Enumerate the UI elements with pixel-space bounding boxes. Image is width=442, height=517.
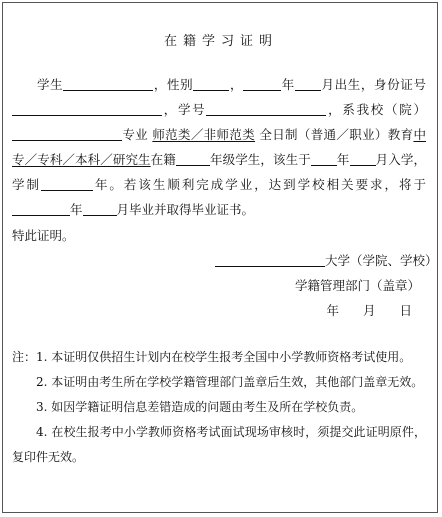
option-edu-levels: 中专／专科／本科／研究生 (12, 127, 426, 167)
label-university: 大学（学院、学校） (325, 253, 438, 268)
label-grade: 年级学生，该生于 (209, 152, 311, 167)
label-comma: ， (229, 77, 244, 92)
blank-enter-year[interactable] (311, 151, 337, 166)
label-gender: ，性别 (153, 77, 194, 92)
label-year: 年 (281, 77, 295, 92)
label-college: ，系我校 (326, 102, 386, 117)
blank-id-number[interactable] (12, 101, 162, 116)
label-graduate: 月毕业并取得毕业证书。 (116, 202, 255, 217)
label-id: 号 (413, 77, 426, 92)
note-4: 4. 在校生报考中小学教师资格考试面试现场审核时，须提交此证明原件，复印件无效。 (12, 425, 426, 464)
label-date-day: 日 (399, 303, 412, 318)
certificate-body (12, 72, 426, 222)
label-vocational: 职业）教育 (349, 127, 414, 142)
label-date-month: 月 (362, 303, 376, 318)
blank-birth-year[interactable] (243, 76, 281, 91)
label-year3: 年 (70, 202, 83, 217)
label-college2: （院） (385, 102, 426, 117)
label-year2: 年 (336, 152, 350, 167)
note-3: 3. 如因学籍证明信息差错造成的问题由考生及所在学校负责。 (36, 400, 364, 414)
label-years-length: 年。若该生顺利完成学业，达到学校 (92, 177, 327, 192)
label-req: 相关要求，将于 (326, 177, 426, 192)
notes-section (12, 345, 426, 470)
label-major: 专业 (122, 127, 149, 142)
blank-student-name[interactable] (63, 76, 153, 91)
blank-grad-year[interactable] (12, 201, 70, 216)
label-student-no: ，学号 (162, 102, 207, 117)
blank-university[interactable] (215, 252, 325, 267)
blank-birth-month[interactable] (295, 76, 321, 91)
blank-study-length[interactable] (41, 176, 93, 191)
label-enrolled: 在籍 (150, 152, 176, 167)
label-date-year: 年 (326, 303, 339, 318)
document-title: 在籍学习证明 (163, 34, 278, 49)
label-fulltime: 全日制（普通／ (259, 127, 350, 142)
blank-grade[interactable] (176, 151, 210, 166)
blank-gender[interactable] (193, 76, 229, 91)
closing-statement: 特此证明。 (12, 228, 75, 243)
note-1: 注：1. 本证明仅供招生计划内在校学生报考全国中小学教师资格考试使用。 (12, 350, 412, 364)
signature-dept: 学籍管理部门（盖章） (294, 278, 420, 293)
blank-college[interactable] (12, 126, 122, 141)
blank-student-no[interactable] (206, 101, 326, 116)
label-student: 学生 (37, 77, 64, 92)
option-normal-type: 师范类／非师范类 (152, 127, 256, 142)
note-2: 2. 本证明由考生所在学校学籍管理部门盖章后生效，其他部门盖章无效。 (36, 375, 424, 389)
signature-date (326, 298, 412, 323)
blank-enter-month[interactable] (350, 151, 376, 166)
blank-grad-month[interactable] (83, 201, 117, 216)
label-month-enter: 月入学，学制 (12, 152, 426, 192)
label-month-born: 月出生，身份证 (320, 77, 414, 92)
